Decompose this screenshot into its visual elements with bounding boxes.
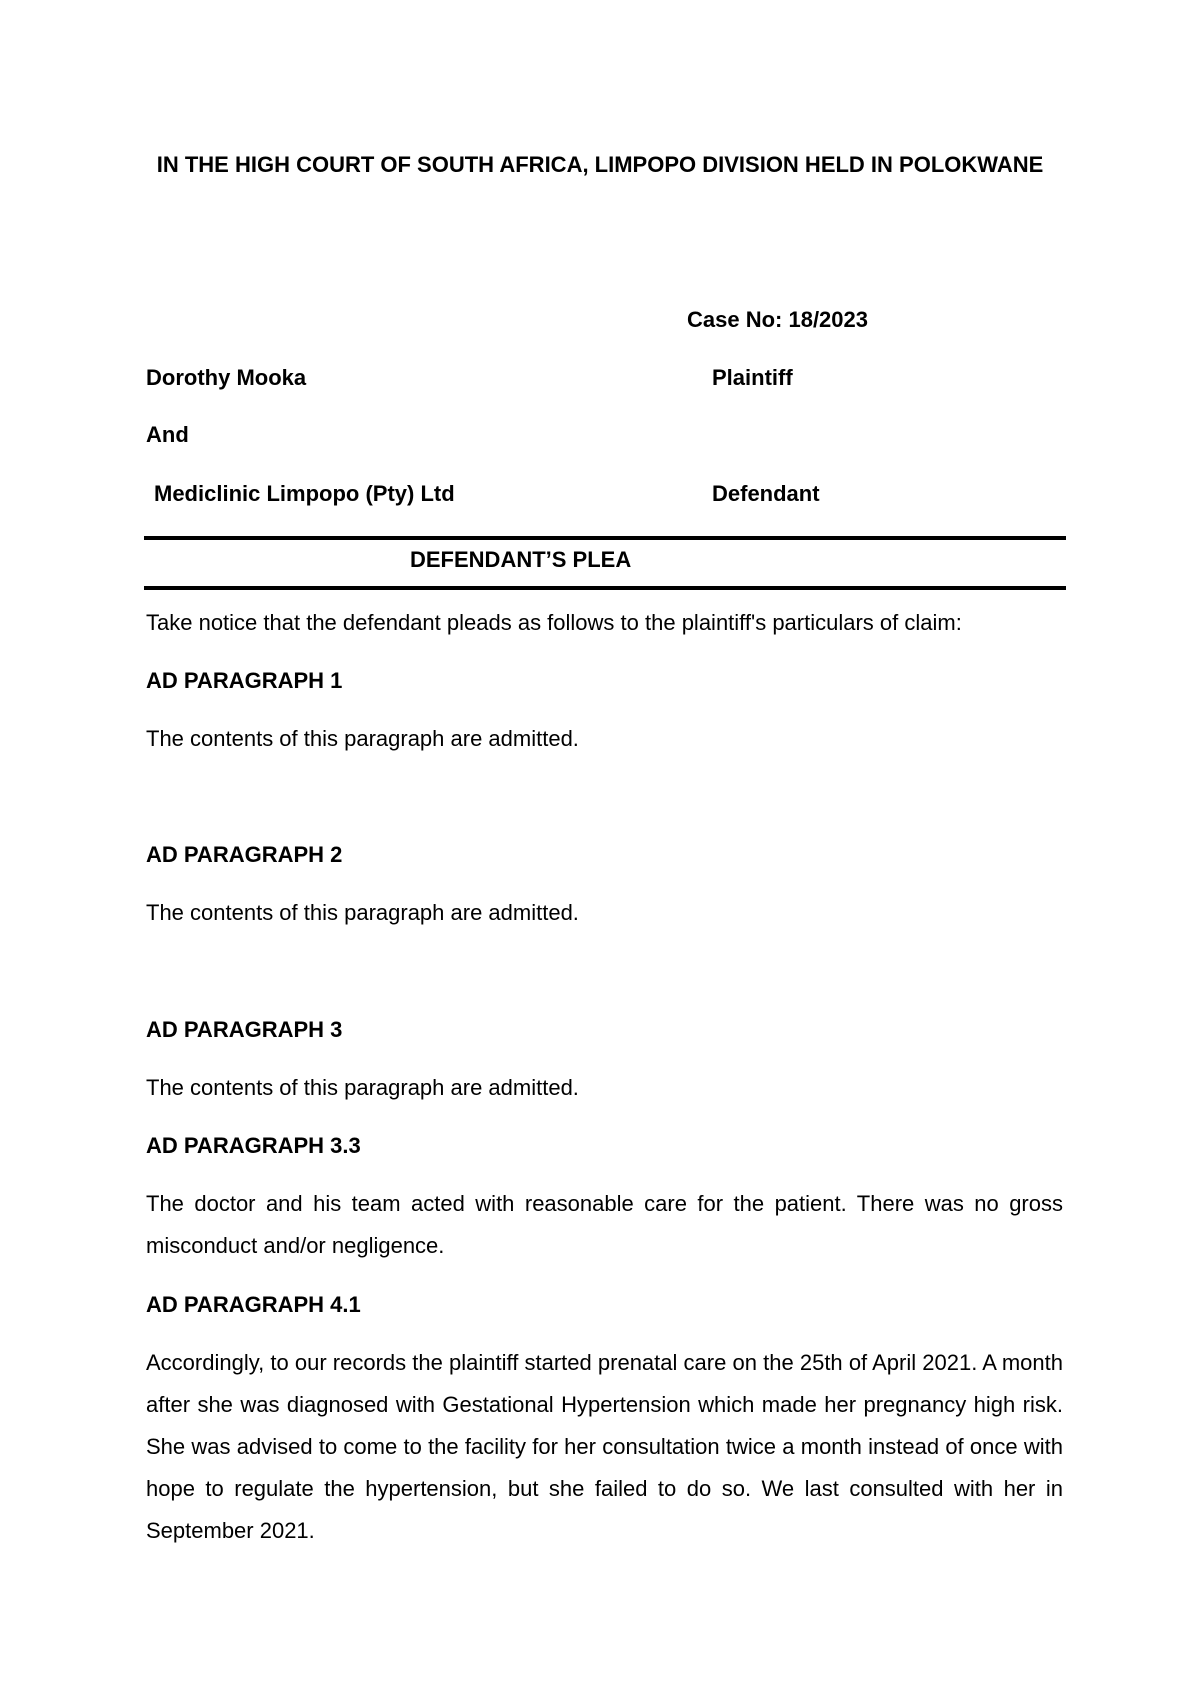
section-heading: AD PARAGRAPH 4.1: [146, 1292, 361, 1317]
defendant-name: Mediclinic Limpopo (Pty) Ltd: [154, 481, 455, 506]
section-body: The contents of this paragraph are admitted.: [146, 1075, 579, 1100]
section-heading: AD PARAGRAPH 3: [146, 1017, 343, 1042]
plea-intro: Take notice that the defendant pleads as follows to the plaintiff's particulars of claim:: [146, 610, 962, 635]
section-heading: AD PARAGRAPH 3.3: [146, 1133, 361, 1158]
section-heading: AD PARAGRAPH 2: [146, 842, 343, 867]
plea-title: DEFENDANT’S PLEA: [410, 547, 632, 572]
case-number: Case No: 18/2023: [687, 307, 868, 332]
top-divider: [144, 536, 1066, 540]
section-body: The contents of this paragraph are admitted.: [146, 900, 579, 925]
section-body: The doctor and his team acted with reasonable care for the patient. There was no gross misconduct and/or negligence.: [146, 1191, 1063, 1258]
section-body: The contents of this paragraph are admitted.: [146, 726, 579, 751]
defendant-role: Defendant: [712, 481, 820, 506]
section-heading: AD PARAGRAPH 1: [146, 668, 343, 693]
plaintiff-name: Dorothy Mooka: [146, 365, 307, 390]
party-conjunction: And: [146, 422, 189, 447]
bottom-divider: [144, 586, 1066, 590]
plaintiff-role: Plaintiff: [712, 365, 793, 390]
court-title: IN THE HIGH COURT OF SOUTH AFRICA, LIMPOPO DIVISION HELD IN POLOKWANE: [156, 152, 1044, 177]
section-body: Accordingly, to our records the plaintiff started prenatal care on the 25th of April 2021. A month after she was diagnosed with Gestational Hypertension which made her pregnancy high risk. She was advised to come to the facility for her consultation twice a month instead of once with hope to regulate the hypertension, but she failed to do so. We last consulted with her in September 2021.: [146, 1350, 1063, 1543]
